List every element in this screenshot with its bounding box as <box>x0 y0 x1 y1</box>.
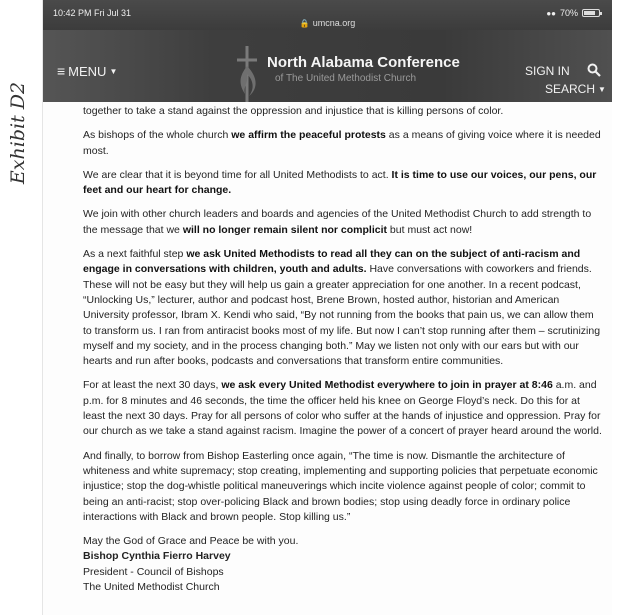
signer-name: Bishop Cynthia Fierro Harvey <box>83 550 231 563</box>
emphasis-text: will no longer remain silent nor complicit <box>182 223 388 236</box>
article-paragraph <box>83 247 603 369</box>
exhibit-handwritten-label <box>4 78 32 188</box>
emphasis-text: we ask every United Methodist everywhere to join in prayer at 8:46 <box>221 379 553 392</box>
cross-flame-icon <box>223 44 271 104</box>
article-paragraph <box>83 378 603 439</box>
hamburger-icon: ≡ <box>57 63 66 79</box>
closing-line: May the God of Grace and Peace be with you. <box>83 535 299 548</box>
url-bar[interactable] <box>43 18 612 28</box>
paragraph-text: together to take a stand against the oppression and injustice that is killing persons of color. <box>83 105 504 117</box>
paragraph-text: For at least the next 30 days, <box>83 379 222 392</box>
article-body <box>83 104 603 595</box>
phone-screenshot <box>42 0 612 615</box>
emphasis-text: we affirm the peaceful protests <box>231 129 386 142</box>
caret-down-icon: ▼ <box>598 84 606 94</box>
conference-title: North Alabama Conference <box>267 54 460 71</box>
search-dropdown[interactable] <box>545 82 606 96</box>
exhibit-text: Exhibit D2 <box>7 81 29 185</box>
conference-logo-link[interactable] <box>223 54 473 96</box>
signer-title: President - Council of Bishops <box>83 565 224 578</box>
lock-icon: 🔒 <box>299 19 310 28</box>
paragraph-text: As bishops of the whole church <box>83 129 232 142</box>
conference-subtitle: of The United Methodist Church <box>275 73 417 84</box>
paragraph-text: but must act now! <box>387 223 473 236</box>
site-header <box>43 30 612 102</box>
article-paragraph <box>83 128 603 159</box>
search-icon[interactable] <box>587 63 601 77</box>
signer-org: The United Methodist Church <box>83 581 220 594</box>
emphasis-text: It is time to use our voices, our pens, our feet and our heart for change. <box>83 168 597 197</box>
menu-label: MENU <box>68 63 107 79</box>
status-indicators <box>546 8 600 18</box>
paragraph-text: We join with other church leaders and boards and agencies of the United Methodist Church to add strength to the message that we <box>83 208 592 236</box>
url-text: umcna.org <box>312 18 356 28</box>
article-paragraph <box>83 207 603 238</box>
article-paragraph <box>83 449 603 525</box>
article-paragraphs <box>83 104 603 525</box>
signature-block <box>83 534 603 595</box>
paragraph-text: As a next faithful step <box>83 248 187 261</box>
paragraph-text: a.m. and p.m. for 8 minutes and 46 seconds, the time the officer held his knee on George Floyd’s neck. Do this for at least the next 30 days. Pray for all persons of color who suffer at the hands of injustice and oppression. Pray for our church as we take a stand against racism. Imagine the power of a concert of prayer heard around the world. <box>83 379 602 438</box>
paragraph-text: Have conversations with coworkers and friends. These will not be easy but they will help us gain a greater appreciation for one another. In a recent podcast, “Unlocking Us,” lecturer, author and podcast host, Brene Brown, hosted author, historian and American University professor, Ibram X. Kendi who said, “By not running from the books that pain us, we can allow them to transform us. I ran from antiracist books most of my life. But now I can’t stop running after them – scrutinizing myself and my society, and in the process changing both.” May we listen not only with our ears but with our hearts and run after books, podcasts and conversations that transform entire communities. <box>83 263 601 368</box>
caret-down-icon: ▼ <box>109 66 118 76</box>
search-label: SEARCH <box>545 82 596 96</box>
menu-button[interactable] <box>57 63 117 79</box>
paragraph-text: as a means of giving voice where it is needed most. <box>83 129 601 157</box>
status-time: 10:42 PM Fri Jul 31 <box>53 8 132 18</box>
status-bar <box>43 0 612 30</box>
article-paragraph <box>83 168 603 199</box>
sign-in-link[interactable]: SIGN IN <box>525 64 570 78</box>
paragraph-text: We are clear that it is beyond time for all United Methodists to act. <box>83 168 392 181</box>
battery-percent: 70% <box>559 8 578 18</box>
paragraph-text: And finally, to borrow from Bishop Easterling once again, “The time is now. Dismantle the architecture of whiteness and white supremacy; stop creating, implementing and supporting policies that perpetuate economic injustice; stop the dog-whistle political maneuverings which incite violence against people of color; commit to being an anti-racist; stop over-policing Black and brown bodies; stop using deadly force in ordinary police interactions with Black and brown people. Stop killing us.” <box>83 449 598 523</box>
article-paragraph <box>83 104 603 119</box>
wifi-icon: ●● <box>546 8 556 18</box>
emphasis-text: we ask United Methodists to read all they can on the subject of anti-racism and engage in conversations with children, youth and adults. <box>83 248 581 276</box>
battery-icon <box>582 9 600 17</box>
